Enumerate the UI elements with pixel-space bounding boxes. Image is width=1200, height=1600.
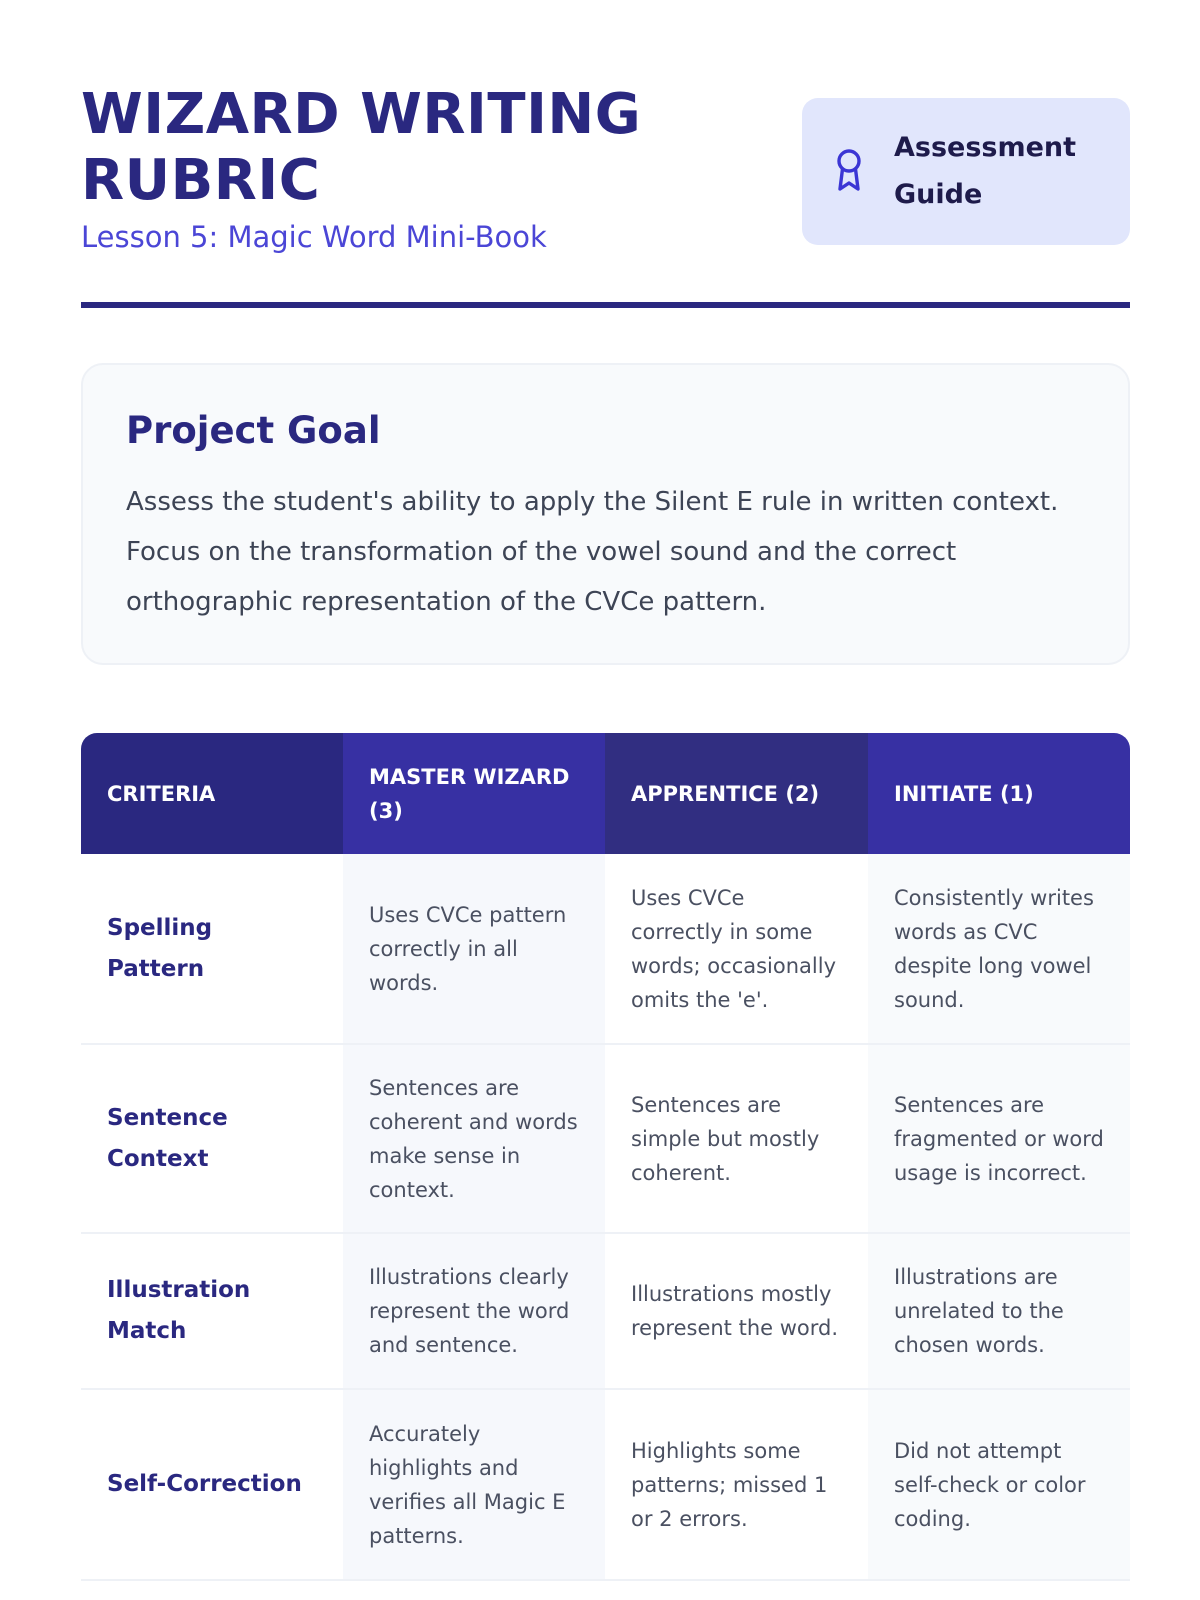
header-divider (81, 302, 1130, 308)
assessment-guide-badge (802, 98, 1130, 245)
criteria-cell: Spelling Pattern (81, 854, 343, 1045)
header-master-wizard: MASTER WIZARD (3) (343, 733, 605, 854)
criteria-cell: Sentence Context (81, 1045, 343, 1234)
initiate-cell: Did not attempt self-check or color coding. (868, 1390, 1130, 1581)
header-criteria: CRITERIA (81, 733, 343, 854)
rubric-table (81, 733, 1130, 1581)
lesson-subtitle: Lesson 5: Magic Word Mini-Book (81, 220, 547, 254)
rubric-header-row (81, 733, 1130, 854)
master-cell: Sentences are coherent and words make sense in context. (343, 1045, 605, 1234)
master-cell: Illustrations clearly represent the word and sentence. (343, 1234, 605, 1390)
table-row (81, 1045, 1130, 1234)
goal-description: Assess the student's ability to apply the Silent E rule in written context. Focus on the transformation of the vowel sound and the correct orthographic representation of the CVCe pattern. (126, 487, 1059, 617)
initiate-cell: Sentences are fragmented or word usage is incorrect. (868, 1045, 1130, 1234)
initiate-cell: Illustrations are unrelated to the chosen words. (868, 1234, 1130, 1390)
page-title: WIZARD WRITING RUBRIC (81, 82, 642, 213)
master-cell: Uses CVCe pattern correctly in all words. (343, 854, 605, 1045)
initiate-cell: Consistently writes words as CVC despite long vowel sound. (868, 854, 1130, 1045)
criteria-cell: Illustration Match (81, 1234, 343, 1390)
table-row (81, 1234, 1130, 1390)
table-row (81, 854, 1130, 1045)
header-apprentice: APPRENTICE (2) (605, 733, 868, 854)
criteria-cell: Self-Correction (81, 1390, 343, 1581)
table-row (81, 1390, 1130, 1581)
header-initiate: INITIATE (1) (868, 733, 1130, 854)
badge-label: Assessment Guide (894, 132, 1077, 210)
apprentice-cell: Illustrations mostly represent the word. (605, 1234, 868, 1390)
apprentice-cell: Uses CVCe correctly in some words; occasionally omits the 'e'. (605, 854, 868, 1045)
master-cell: Accurately highlights and verifies all Magic E patterns. (343, 1390, 605, 1581)
apprentice-cell: Sentences are simple but mostly coherent. (605, 1045, 868, 1234)
page-header (81, 82, 1130, 252)
apprentice-cell: Highlights some patterns; missed 1 or 2 errors. (605, 1390, 868, 1581)
project-goal-card (81, 363, 1130, 665)
award-ribbon-icon (834, 148, 864, 192)
goal-title: Project Goal (126, 409, 381, 452)
